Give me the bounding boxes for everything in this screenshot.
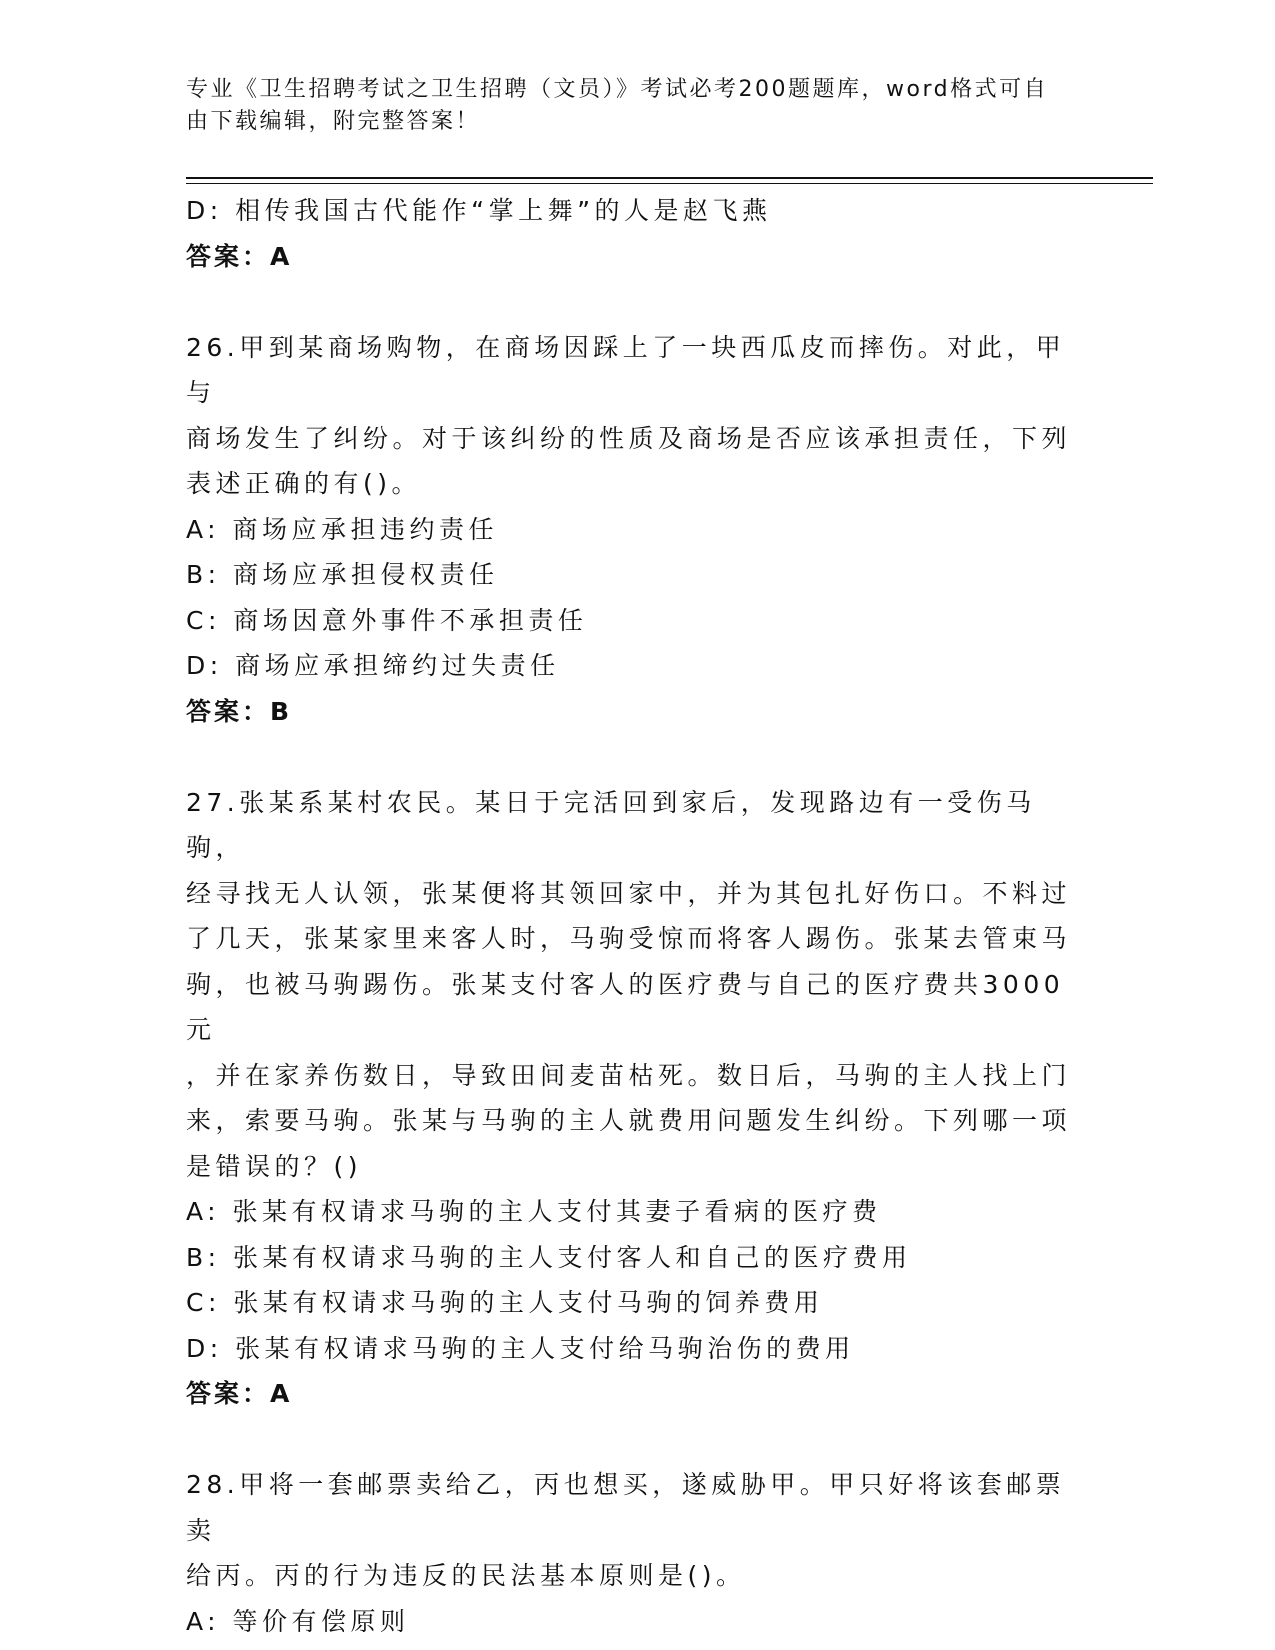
header-divider-thick xyxy=(186,177,1153,179)
question-text: 27.张某系某村农民。某日于完活回到家后，发现路边有一受伤马驹， 经寻找无人认领，张某便将其领回家中，并为其包扎好伤口。不料过 了几天，张某家里来客人时，马驹受惊而将客人踢伤。张某去管束马 驹，也被马驹踢伤。张某支付客人的医疗费与自己的医疗费共3000元 ，并在家养伤数日，导致田间麦苗枯死。数日后，马驹的主人找上门 来，索要马驹。张某与马驹的主人就费用问题发生纠纷。下列哪一项 是错误的？() xyxy=(186,787,1072,1181)
header-divider-thin xyxy=(186,183,1153,184)
option-a: A: 商场应承担违约责任 xyxy=(186,514,499,544)
spacer xyxy=(186,1417,1076,1463)
option-a: A: 张某有权请求马驹的主人支付其妻子看病的医疗费 xyxy=(186,1197,882,1226)
question-28 xyxy=(186,1462,1076,1644)
option-d: D: 商场应承担缔约过失责任 xyxy=(186,651,560,680)
question-list xyxy=(186,188,1076,1644)
header-text: 专业《卫生招聘考试之卫生招聘（文员）》考试必考200题题库，word格式可自由下载编辑，附完整答案！ xyxy=(186,77,1049,134)
spacer xyxy=(186,734,1076,780)
option-c: C: 张某有权请求马驹的主人支付马驹的饲养费用 xyxy=(186,1288,824,1317)
option-a: A: 等价有偿原则 xyxy=(186,1606,410,1636)
option-d: D: 张某有权请求马驹的主人支付给马驹治伤的费用 xyxy=(186,1333,855,1363)
option-c: C: 商场因意外事件不承担责任 xyxy=(186,605,588,635)
answer: 答案：A xyxy=(186,1379,293,1408)
question-text: 28.甲将一套邮票卖给乙，丙也想买，遂威胁甲。甲只好将该套邮票卖 给丙。丙的行为违反的民法基本原则是()。 xyxy=(186,1470,1066,1590)
answer: 答案：B xyxy=(186,696,293,726)
spacer xyxy=(186,279,1076,325)
question-27 xyxy=(186,780,1076,1417)
question-text: 26.甲到某商场购物，在商场因踩上了一块西瓜皮而摔伤。对此，甲与 商场发生了纠纷。对于该纠纷的性质及商场是否应该承担责任，下列 表述正确的有()。 xyxy=(186,332,1072,498)
carryover-answer: 答案：A xyxy=(186,241,293,271)
carryover-option-d: D: 相传我国古代能作“掌上舞”的人是赵飞燕 xyxy=(186,196,772,225)
option-b: B: 张某有权请求马驹的主人支付客人和自己的医疗费用 xyxy=(186,1242,912,1272)
question-26 xyxy=(186,325,1076,735)
page-header xyxy=(186,74,1066,138)
option-b: B: 商场应承担侵权责任 xyxy=(186,560,499,589)
